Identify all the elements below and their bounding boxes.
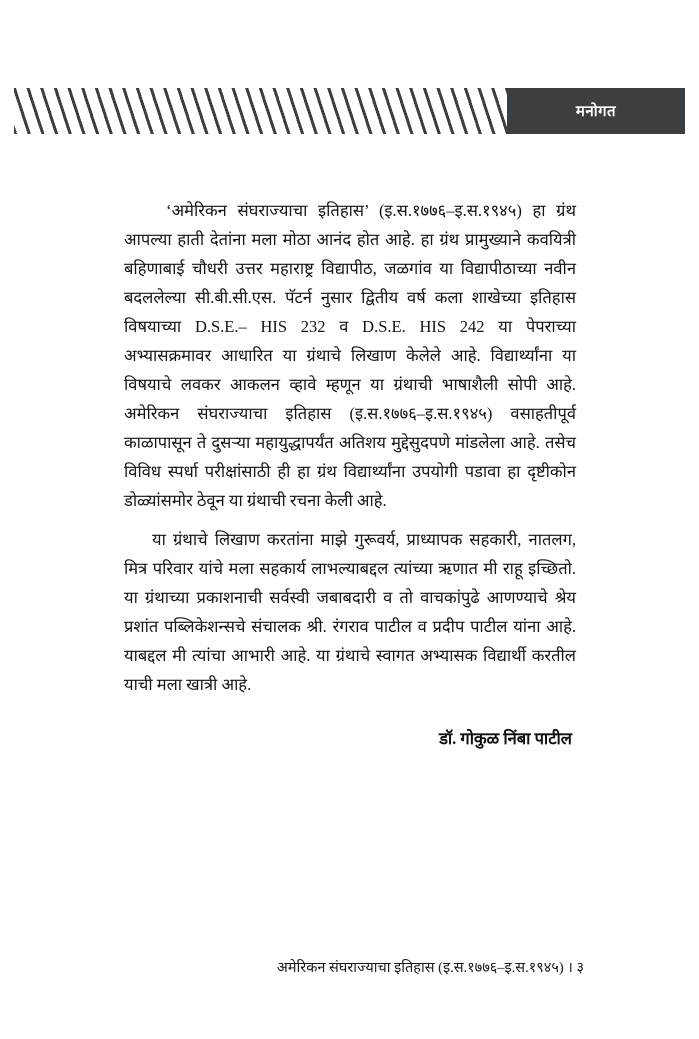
diagonal-stripes-ornament-icon (14, 88, 507, 134)
page-content (124, 196, 576, 753)
body-paragraph-1: ‘अमेरिकन संघराज्याचा इतिहास’ (इ.स.१७७६–इ.स.१९४५) हा ग्रंथ आपल्या हाती देतांना मला मोठा आनंद होत आहे. हा ग्रंथ प्रामुख्याने कवयित्री बहिणाबाई चौधरी उत्तर महाराष्ट्र विद्यापीठ, जळगांव या विद्यापीठाच्या नवीन बदललेल्या सी.बी.सी.एस. पॅटर्न नुसार द्वितीय वर्ष कला शाखेच्या इतिहास विषयाच्या D.S.E.– HIS 232 व D.S.E. HIS 242 या पेपराच्या अभ्यासक्रमावर आधारित या ग्रंथाचे लिखाण केलेले आहे. विद्यार्थ्यांना या विषयाचे लवकर आकलन व्हावे म्हणून या ग्रंथाची भाषाशैली सोपी आहे. अमेरिकन संघराज्याचा इतिहास (इ.स.१७७६–इ.स.१९४५) वसाहतीपूर्व काळापासून ते दुसऱ्या महायुद्धापर्यंत अतिशय मुद्देसुदपणे मांडलेला आहे. तसेच विविध स्पर्धा परीक्षांसाठी ही हा ग्रंथ विद्यार्थ्यांना उपयोगी पडावा हा दृष्टीकोन डोळ्यांसमोर ठेवून या ग्रंथाची रचना केली आहे. (124, 201, 576, 510)
header-chapter-title: मनोगत (507, 88, 685, 134)
page-footer: अमेरिकन संघराज्याचा इतिहास (इ.स.१७७६–इ.स.१९४५) । ३ (276, 960, 584, 976)
body-paragraph-2: या ग्रंथाचे लिखाण करतांना माझे गुरूवर्य, प्राध्यापक सहकारी, नातलग, मित्र परिवार यांचे मला सहकार्य लाभल्याबद्दल त्यांच्या ऋणात मी राहू इच्छितो. या ग्रंथाच्या प्रकाशनाची सर्वस्वी जबाबदारी व तो वाचकांपुढे आणण्याचे श्रेय प्रशांत पब्लिकेशन्सचे संचालक श्री. रंगराव पाटील व प्रदीप पाटील यांना आहे. याबद्दल मी त्यांचा आभारी आहे. या ग्रंथाचे स्वागत अभ्यासक विद्यार्थी करतील याची मला खात्री आहे. (124, 530, 576, 694)
page-header-band (14, 88, 685, 134)
author-signature: डॉ. गोकुळ निंबा पाटील (439, 729, 572, 748)
